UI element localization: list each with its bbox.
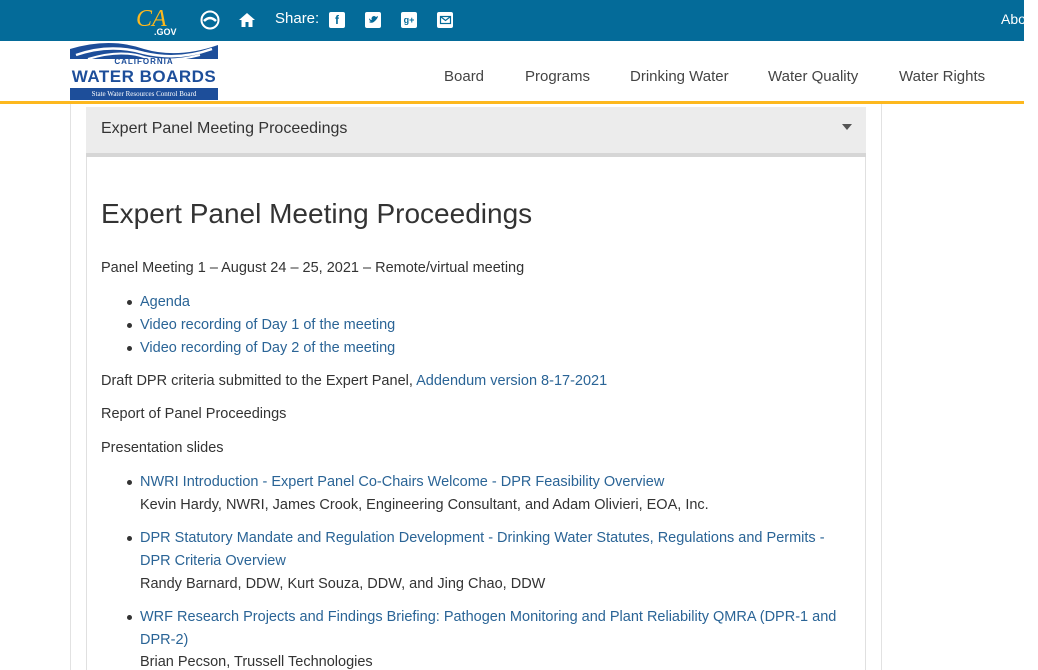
logo-california: CALIFORNIA <box>114 57 174 66</box>
nav-programs[interactable]: Programs <box>525 68 591 85</box>
accordion-title: Expert Panel Meeting Proceedings <box>101 120 348 137</box>
nav-water-rights[interactable]: Water Rights <box>899 68 986 85</box>
slide-2-link[interactable]: DPR Statutory Mandate and Regulation Development - Drinking Water Statutes, Regulations and Permits - <box>140 530 825 546</box>
accordion-header[interactable] <box>86 107 866 157</box>
slide-3-link-cont[interactable]: DPR-2) <box>140 632 189 648</box>
slides-heading: Presentation slides <box>101 440 224 456</box>
nav-drinking-water[interactable]: Drinking Water <box>630 68 729 85</box>
slide-2-presenters: Randy Barnard, DDW, Kurt Souza, DDW, and Jing Chao, DDW <box>140 576 546 592</box>
logo-water-boards: WATER BOARDS <box>71 67 217 86</box>
chevron-down-icon[interactable] <box>842 124 852 130</box>
slide-3-link[interactable]: WRF Research Projects and Findings Briefing: Pathogen Monitoring and Plant Reliability QMRA (DPR-1 and <box>140 609 837 625</box>
bullet <box>127 346 132 351</box>
svg-text:.GOV: .GOV <box>154 27 177 37</box>
share-label: Share: <box>275 10 320 27</box>
slide-2-link-cont[interactable]: DPR Criteria Overview <box>140 553 286 569</box>
about-link[interactable]: About <box>1001 11 1038 27</box>
bullet <box>127 536 132 541</box>
facebook-icon[interactable]: f <box>327 10 347 30</box>
slide-3-presenters: Brian Pecson, Trussell Technologies <box>140 654 373 670</box>
nav-board[interactable]: Board <box>444 68 485 85</box>
bullet <box>127 300 132 305</box>
water-boards-logo[interactable] <box>70 41 218 101</box>
agenda-link[interactable]: Agenda <box>140 294 190 310</box>
home-icon[interactable] <box>237 10 257 30</box>
bullet <box>127 480 132 485</box>
bullet <box>127 323 132 328</box>
google-plus-icon[interactable]: g+ <box>399 10 419 30</box>
svg-text:CA: CA <box>136 6 167 32</box>
top-utility-bar <box>0 0 1038 41</box>
ca-gov-logo[interactable] <box>134 4 184 38</box>
email-icon[interactable] <box>435 10 455 30</box>
ca-swirl-icon[interactable] <box>200 10 220 30</box>
nav-water-quality[interactable]: Water Quality <box>768 68 859 85</box>
slide-1-link[interactable]: NWRI Introduction - Expert Panel Co-Chairs Welcome - DPR Feasibility Overview <box>140 474 665 490</box>
slide-1-presenters: Kevin Hardy, NWRI, James Crook, Engineering Consultant, and Adam Olivieri, EOA, Inc. <box>140 497 709 513</box>
logo-subtitle: State Water Resources Control Board <box>70 88 218 100</box>
video-day1-link[interactable]: Video recording of Day 1 of the meeting <box>140 317 396 333</box>
page-title: Expert Panel Meeting Proceedings <box>101 198 533 229</box>
twitter-icon[interactable] <box>363 10 383 30</box>
site-header <box>0 41 1024 104</box>
bullet <box>127 615 132 620</box>
report-text: Report of Panel Proceedings <box>101 406 287 422</box>
meeting-line: Panel Meeting 1 – August 24 – 25, 2021 – Remote/virtual meeting <box>101 260 525 276</box>
draft-criteria-line <box>101 373 607 389</box>
addendum-link[interactable]: Addendum version 8-17-2021 <box>416 373 608 389</box>
draft-criteria-text: Draft DPR criteria submitted to the Expert Panel, <box>101 373 413 389</box>
video-day2-link[interactable]: Video recording of Day 2 of the meeting <box>140 340 396 356</box>
